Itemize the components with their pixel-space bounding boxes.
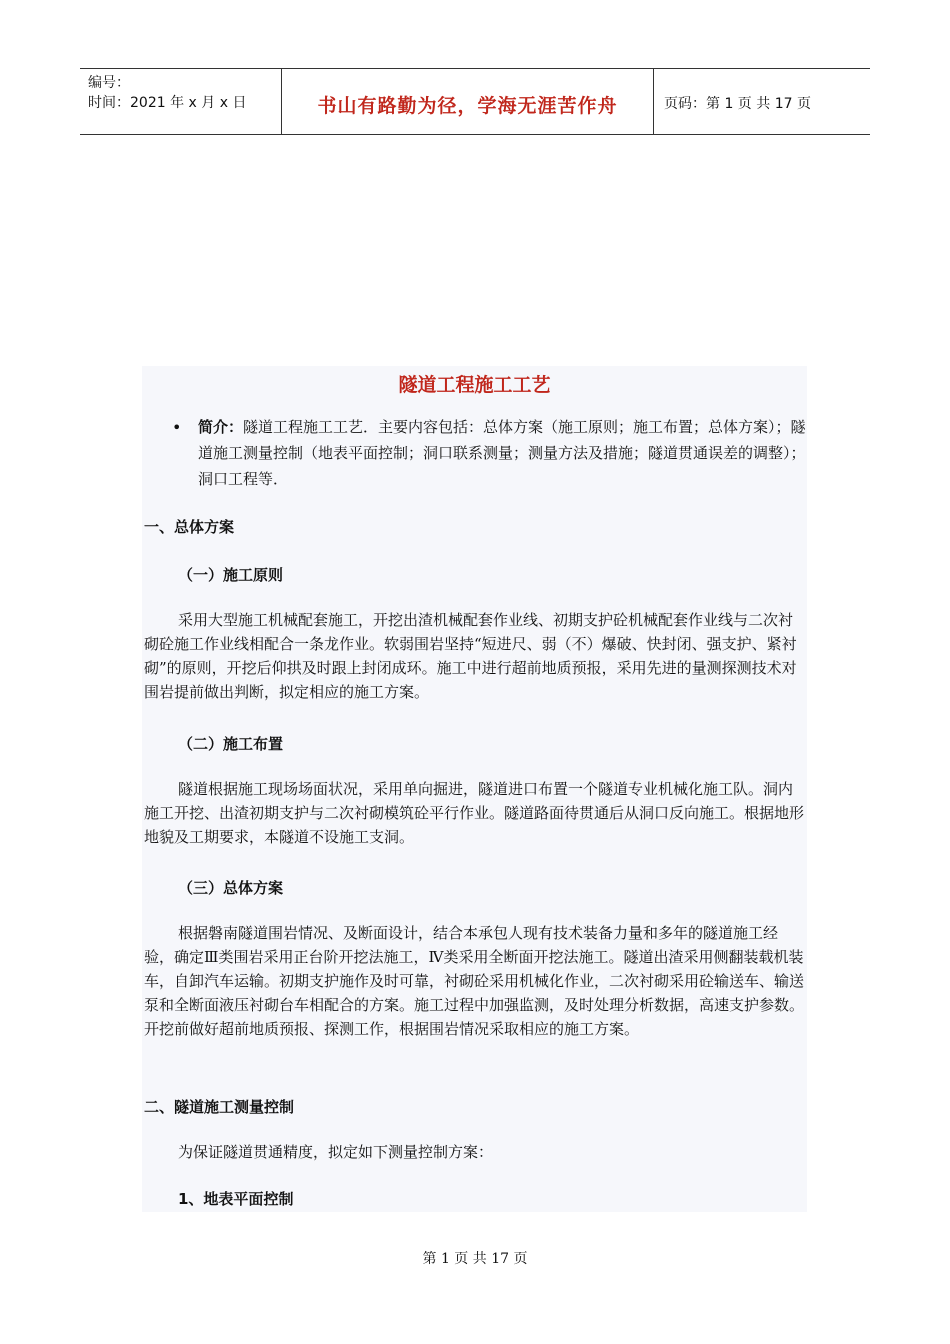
summary <box>198 414 806 492</box>
subsection-heading-2: （二）施工布置 <box>178 735 284 753</box>
paragraph-4: 为保证隧道贯通精度，拟定如下测量控制方案： <box>178 1143 494 1161</box>
header-meta-cell <box>80 69 282 134</box>
number-label: 编号： <box>88 75 130 91</box>
paragraph-3: 根据磐南隧道围岩情况、及断面设计，结合本承包人现有技术装备力量和多年的隧道施工经验，确定Ⅲ类围岩采用正台阶开挖法施工，Ⅳ类采用全断面开挖法施工。隧道出渣采用侧翻装载机装车，自卸汽车运输。初期支护施作及时可靠，衬砌砼采用机械化作业，二次衬砌采用砼输送车、输送泵和全断面液压衬砌台车相配合的方案。施工过程中加强监测，及时处理分析数据，高速支护参数。开挖前做好超前地质预报、探测工作，根据围岩情况采取相应的施工方案。 <box>144 924 805 1038</box>
page-footer: 第 1 页 共 17 页 <box>422 1251 528 1267</box>
header-motto: 书山有路勤为径，学海无涯苦作舟 <box>282 69 654 134</box>
section-heading-1: 一、总体方案 <box>144 518 235 536</box>
header-table <box>80 68 870 135</box>
section-heading-2: 二、隧道施工测量控制 <box>144 1098 295 1116</box>
document-body <box>142 366 807 1212</box>
paragraph-1: 采用大型施工机械配套施工，开挖出渣机械配套作业线、初期支护砼机械配套作业线与二次衬砌砼施工作业线相配合一条龙作业。软弱围岩坚持“短进尺、弱（不）爆破、快封闭、强支护、紧衬砌”的原则，开挖后仰拱及时跟上封闭成环。施工中进行超前地质预报，采用先进的量测探测技术对围岩提前做出判断，拟定相应的施工方案。 <box>144 611 797 701</box>
header-page-info: 页码：第 1 页 共 17 页 <box>664 95 811 112</box>
bullet-icon: • <box>172 418 182 437</box>
summary-label: 简介： <box>198 418 244 436</box>
subsection-heading-1: （一）施工原则 <box>178 566 284 584</box>
paragraph-2: 隧道根据施工现场场面状况，采用单向掘进，隧道进口布置一个隧道专业机械化施工队。洞内施工开挖、出渣初期支护与二次衬砌模筑砼平行作业。隧道路面待贯通后从洞口反向施工。根据地形地貌及工期要求，本隧道不设施工支洞。 <box>144 780 805 846</box>
document-title: 隧道工程施工工艺 <box>398 374 551 396</box>
summary-text: 隧道工程施工工艺．主要内容包括：总体方案（施工原则；施工布置；总体方案）；隧道施工测量控制（地表平面控制；洞口联系测量；测量方法及措施；隧道贯通误差的调整）；洞口工程等． <box>198 418 806 488</box>
subsection-heading-4: 1、地表平面控制 <box>178 1190 294 1208</box>
time-label: 时间：2021 年 x 月 x 日 <box>88 95 247 111</box>
subsection-heading-3: （三）总体方案 <box>178 879 284 897</box>
